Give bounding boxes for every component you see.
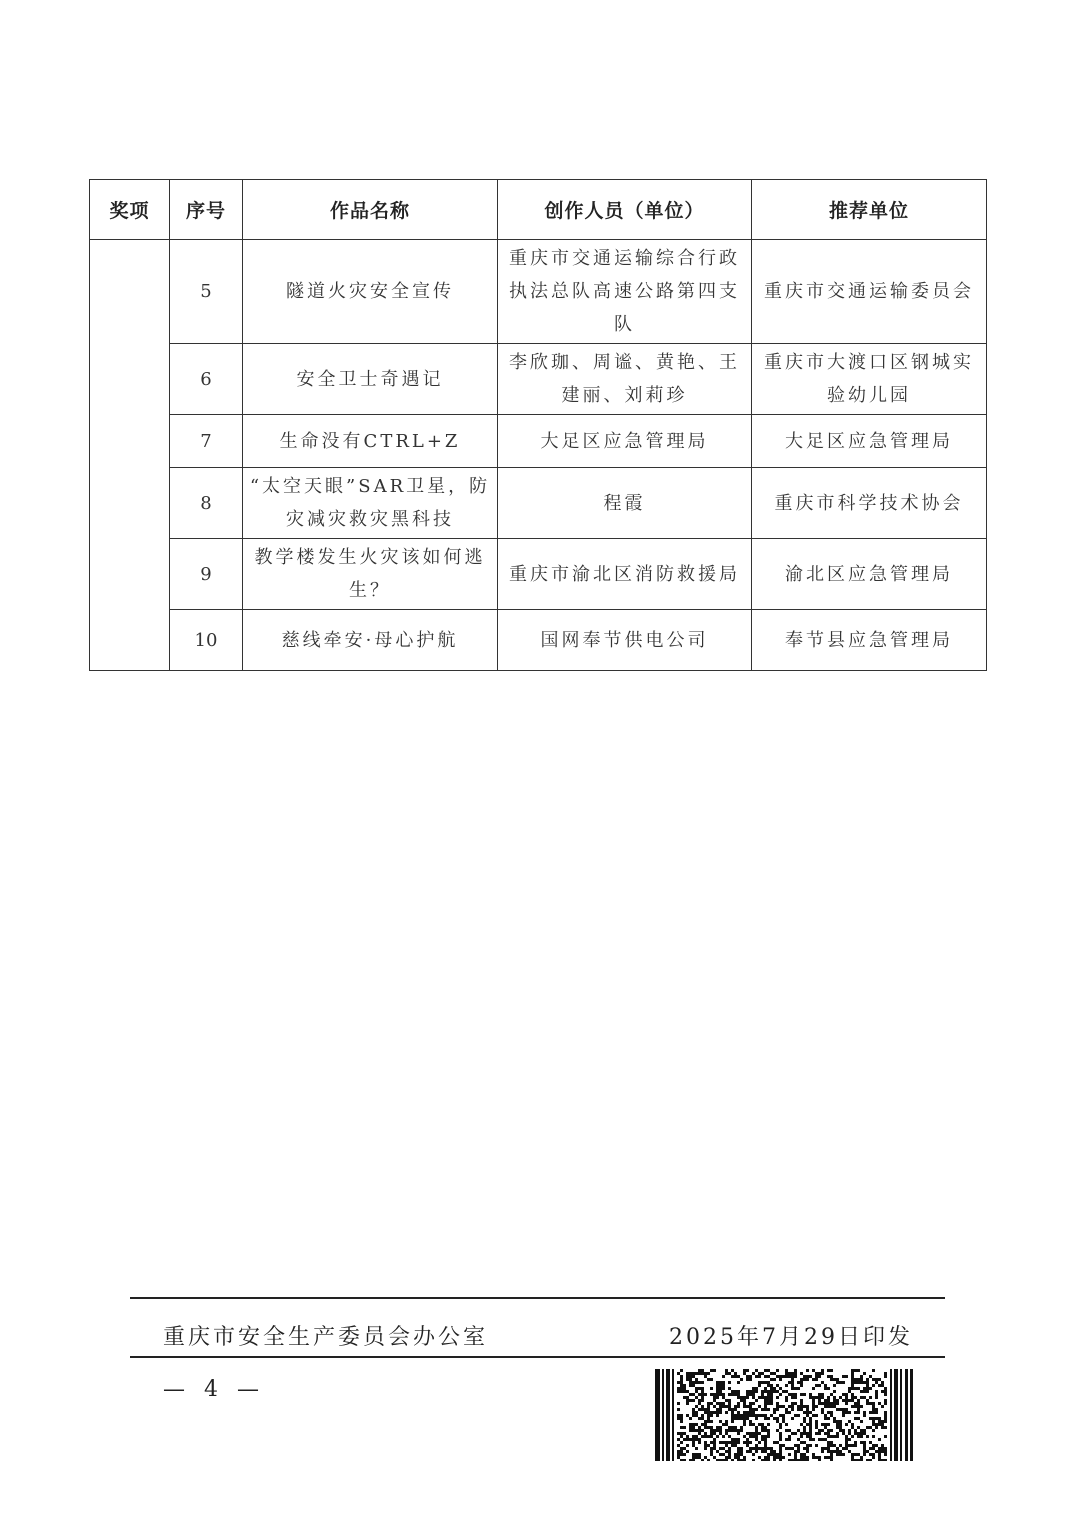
title-cell: 教学楼发生火灾该如何逃生？: [243, 539, 498, 610]
seq-cell: 10: [170, 610, 243, 671]
creator-cell: 国网奉节供电公司: [498, 610, 752, 671]
table-header-row: [90, 180, 987, 240]
page-number: — 4 —: [163, 1377, 265, 1402]
title-cell: 隧道火灾安全宣传: [243, 240, 498, 344]
seq-cell: 9: [170, 539, 243, 610]
header-seq: 序号: [170, 180, 243, 240]
table-row: [90, 468, 987, 539]
header-title: 作品名称: [243, 180, 498, 240]
header-recommender: 推荐单位: [752, 180, 987, 240]
award-cell: [90, 240, 170, 671]
title-cell: “太空天眼”SAR卫星，防灾减灾救灾黑科技: [243, 468, 498, 539]
creator-cell: 程霞: [498, 468, 752, 539]
header-creator: 创作人员（单位）: [498, 180, 752, 240]
recommender-cell: 渝北区应急管理局: [752, 539, 987, 610]
title-cell: 慈线牵安·母心护航: [243, 610, 498, 671]
recommender-cell: 重庆市交通运输委员会: [752, 240, 987, 344]
table-row: [90, 539, 987, 610]
table-row: [90, 344, 987, 415]
seq-cell: 8: [170, 468, 243, 539]
issue-date: 2025年7月29日印发: [669, 1325, 913, 1350]
header-award: 奖项: [90, 180, 170, 240]
issuer-text: 重庆市安全生产委员会办公室: [163, 1325, 489, 1350]
table-row: [90, 415, 987, 468]
recommender-cell: 重庆市科学技术协会: [752, 468, 987, 539]
title-cell: 安全卫士奇遇记: [243, 344, 498, 415]
creator-cell: 李欣珈、周谧、黄艳、王建丽、刘莉珍: [498, 344, 752, 415]
creator-cell: 大足区应急管理局: [498, 415, 752, 468]
barcode-icon: [655, 1369, 913, 1461]
seq-cell: 7: [170, 415, 243, 468]
table-row: [90, 240, 987, 344]
creator-cell: 重庆市渝北区消防救援局: [498, 539, 752, 610]
seq-cell: 6: [170, 344, 243, 415]
table-row: [90, 610, 987, 671]
recommender-cell: 大足区应急管理局: [752, 415, 987, 468]
title-cell: 生命没有CTRL+Z: [243, 415, 498, 468]
award-table: [89, 179, 987, 671]
footer-bottom-rule: [130, 1356, 945, 1358]
recommender-cell: 奉节县应急管理局: [752, 610, 987, 671]
footer-top-rule: [130, 1297, 945, 1299]
creator-cell: 重庆市交通运输综合行政执法总队高速公路第四支队: [498, 240, 752, 344]
recommender-cell: 重庆市大渡口区钢城实验幼儿园: [752, 344, 987, 415]
seq-cell: 5: [170, 240, 243, 344]
